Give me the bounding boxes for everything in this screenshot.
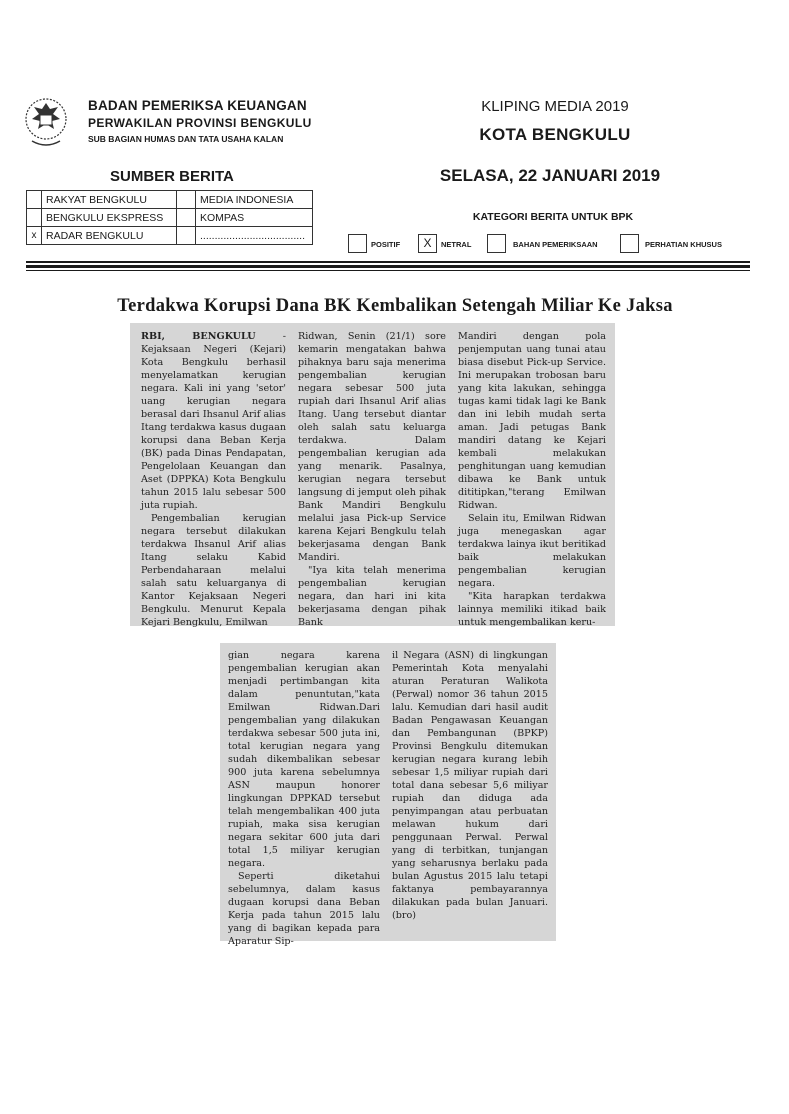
source-table [26,190,313,245]
article-column-4 [228,649,380,948]
source-name: RAKYAT BENGKULU [42,191,177,209]
article-paragraph: gian negara karena pengembalian kerugian akan menjadi pertimbangan kita dalam penuntutan,"kata Emilwan Ridwan.Dari pengembalian yang dilakukan terdakwa sebesar 500 juta ini, total kerugian negara yang sudah dikembalikan sebesar 900 juta karena sebelumnya ASN maupun honorer lingkungan DPPKAD tersebut telah mengembalikan 400 juta rupiah, maka sisa kerugian negara sekitar 600 juta dari total 1,5 miliyar kerugian negara. [228,650,380,869]
source-mark [177,227,196,245]
source-name: RADAR BENGKULU [42,227,177,245]
article-paragraph: Mandiri dengan pola penjemputan uang tunai atau biasa disebut Pick-up Service. Ini merupakan trobosan baru yang kita lakukan, sehingga tugas kami tidak lagi ke Bank dan ini lebih mudah serta aman. Jadi petugas Bank mandiri datang ke Kejari kembali melakukan penghitungan uang kemudian dibawa ke Bank untuk dititipkan,"terang Emilwan Ridwan. [458,331,606,511]
date-heading: SELASA, 22 JANUARI 2019 [439,166,661,185]
category-checkbox-bahan [487,234,506,253]
article-paragraph: "Kita harapkan terdakwa lainnya memiliki itikad baik untuk mengembalikan keru- [458,591,606,628]
source-mark [177,209,196,227]
category-label: NETRAL [441,240,472,249]
org-name: BADAN PEMERIKSA KEUANGAN [88,98,307,113]
source-name: MEDIA INDONESIA [196,191,313,209]
article-column-2 [298,330,446,629]
category-title: KATEGORI BERITA UNTUK BPK [472,211,634,223]
divider [26,265,750,268]
category-label: PERHATIAN KHUSUS [645,240,722,249]
divider [26,261,750,263]
article-paragraph: "Iya kita telah menerima pengembalian kerugian negara, dan hari ini kita bekerjasama dengan pihak Bank [298,565,446,628]
source-row [27,191,313,209]
article-paragraph: Seperti diketahui sebelumnya, dalam kasus dugaan korupsi dana Beban Kerja pada tahun 2015 lalu yang di bagikan kepada para Aparatur Sip- [228,871,380,947]
source-name: KOMPAS [196,209,313,227]
article-column-1 [141,330,286,629]
divider [26,270,750,271]
source-row [27,209,313,227]
article-paragraph: Selain itu, Emilwan Ridwan juga menegaskan agar terdakwa lainya ikut beritikad baik melakukan pengembalian kerugian negara. [458,513,606,589]
category-label: BAHAN PEMERIKSAAN [513,240,598,249]
article-paragraph: il Negara (ASN) di lingkungan Pemerintah Kota menyalahi aturan Peraturan Walikota (Perwal) nomor 36 tahun 2015 lalu. Kemudian dari hasil audit Badan Pengawasan Keuangan dan Pembangunan (BPKP) Provinsi Bengkulu ditemukan kerugian negara kurang lebih sebesar 1,5 miliyar rupiah dari total dana sebesar 5,6 miliyar rupiah dan diduga ada penyimpangan atau perbuatan melawan hukum dari penggunaan Perwal. Perwal yang di terbitkan, tunjangan yang seharusnya berlaku pada bulan Agustus 2015 lalu tetapi faktanya pembayarannya dilakukan pada bulan Januari.(bro) [392,650,548,921]
article-column-3 [458,330,606,629]
category-checkbox-netral: X [418,234,437,253]
source-mark: x [27,227,42,245]
article-column-5 [392,649,548,922]
article-paragraph [141,330,286,512]
source-mark [27,191,42,209]
source-mark [27,209,42,227]
kliping-title: KLIPING MEDIA 2019 [481,98,629,115]
article-paragraph: Pengembalian kerugian negara tersebut dilakukan terdakwa Ihsanul Arif alias Itang selaku Kabid Perbendaharaan melalui salah satu keluarganya di Kantor Kejaksaan Negeri Bengkulu. Menurut Kepala Kejari Bengkulu, Emilwan [141,513,286,628]
news-clipping-1 [130,323,615,626]
source-heading: SUMBER BERITA [110,168,234,185]
category-label: POSITIF [371,240,401,249]
category-checkbox-positif [348,234,367,253]
article-dateline: RBI, BENGKULU [141,331,256,342]
garuda-emblem-icon [22,93,70,151]
news-clipping-2 [220,643,556,947]
article-headline: Terdakwa Korupsi Dana BK Kembalikan Setengah Miliar Ke Jaksa [117,296,673,316]
city-title: KOTA BENGKULU [479,125,631,144]
org-branch: PERWAKILAN PROVINSI BENGKULU [88,116,312,130]
source-row [27,227,313,245]
source-name: .................................... [196,227,313,245]
article-text: - Kejaksaan Negeri (Kejari) Kota Bengkulu berhasil menyelamatkan kerugian negara. Kali ini yang 'setor' uang kerugian negara berasal dari Ihsanul Arif alias Itang terdakwa kasus dugaan korupsi dana Beban Kerja (BK) pada Dinas Pendapatan, Pengelolaan Keuangan dan Aset (DPPKA) Kota Bengkulu tahun 2015 lalu sebesar 500 juta rupiah. [141,331,286,511]
source-mark [177,191,196,209]
article-paragraph: Ridwan, Senin (21/1) sore kemarin mengatakan bahwa pihaknya baru saja menerima pengembalian kerugian negara sebesar 500 juta rupiah dari Ihsanul Arif alias Itang. Uang tersebut diantar oleh salah satu keluarga terdakwa. Dalam pengembalian kerugian ada yang menarik. Pasalnya, kerugian negara tersebut langsung di jemput oleh pihak Bank Mandiri Bengkulu melalui jasa Pick-up Service karena Kejari Bengkulu telah bekerjasama dengan Bank Mandiri. [298,331,446,563]
org-subdivision: SUB BAGIAN HUMAS DAN TATA USAHA KALAN [88,134,284,144]
source-name: BENGKULU EKSPRESS [42,209,177,227]
category-checkbox-khusus [620,234,639,253]
